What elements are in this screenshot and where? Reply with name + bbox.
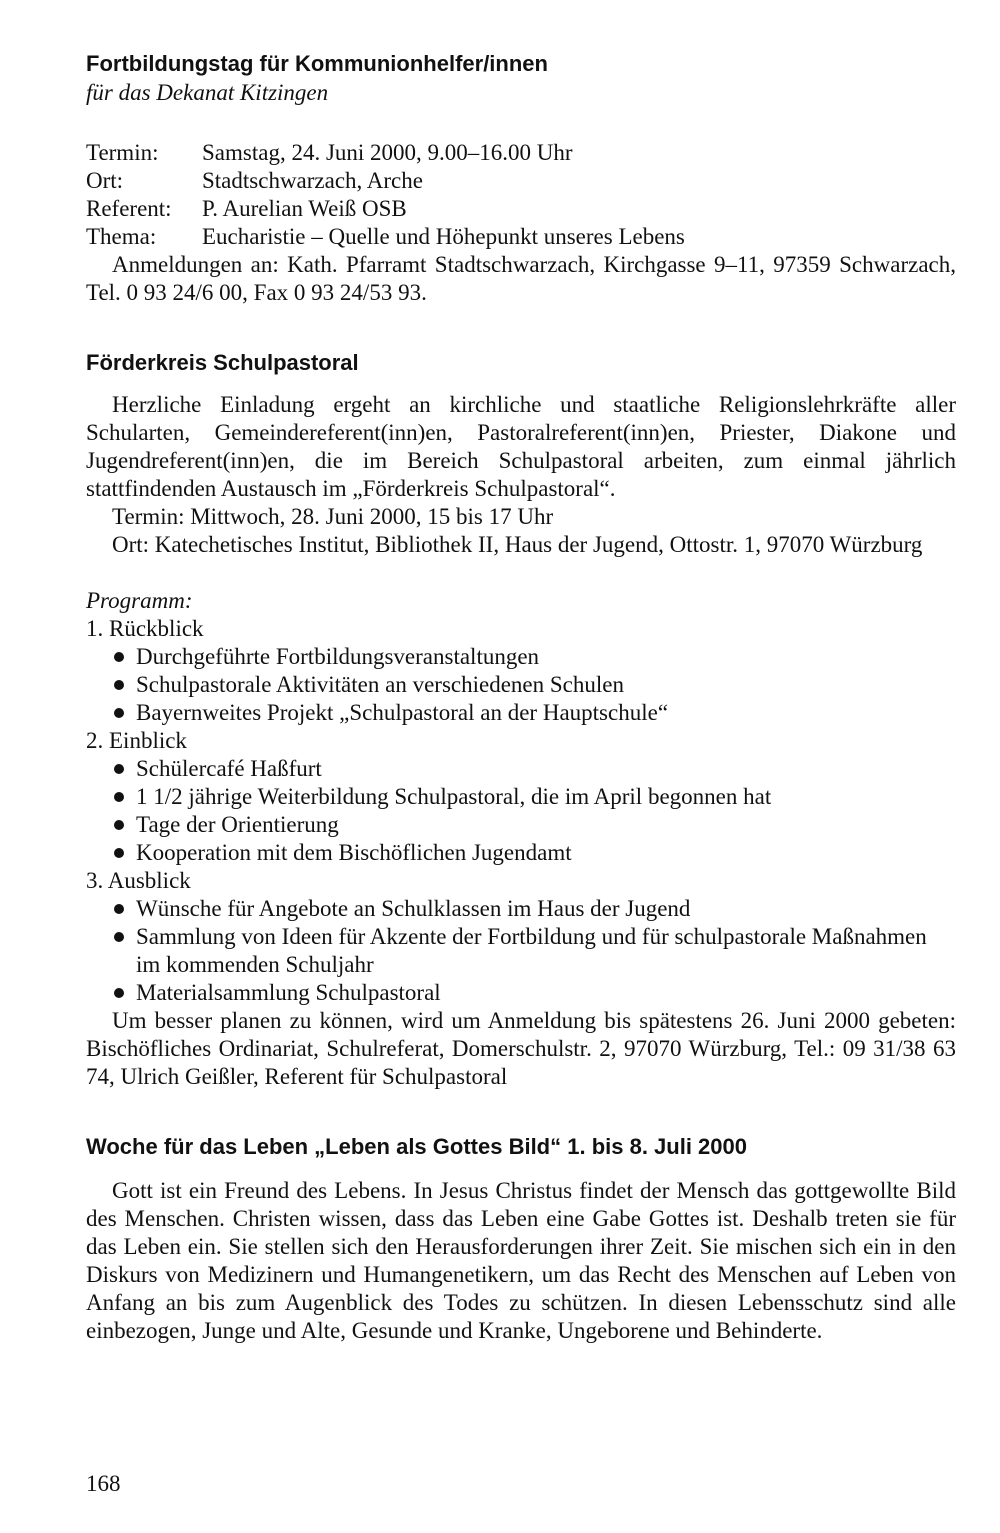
program-label: Programm: [86,588,193,613]
list-item: Schulpastorale Aktivitäten an verschiedenen Schulen [112,671,956,699]
list-item: Bayernweites Projekt „Schulpastoral an der Hauptschule“ [112,699,956,727]
closing-paragraph: Um besser planen zu können, wird um Anmeldung bis spätestens 26. Juni 2000 gebeten: Bischöfliches Ordinariat, Schulreferat, Domerschulstr. 2, 97070 Würzburg, Tel.: 09 31/38 63 74, Ulrich Geißler, Referent für Schulpastoral [86,1008,956,1089]
program-block-einblick [86,727,956,867]
event-details [86,139,956,251]
list-item: Durchgeführte Fortbildungsveranstaltungen [112,643,956,671]
registration-info: Anmeldungen an: Kath. Pfarramt Stadtschwarzach, Kirchgasse 9–11, 97359 Schwarzach, Tel. 0 93 24/6 00, Fax 0 93 24/53 93. [86,252,956,305]
list-item: Materialsammlung Schulpastoral [112,979,956,1007]
section-title: Woche für das Leben „Leben als Gottes Bild“ 1. bis 8. Juli 2000 [86,1134,747,1159]
event-label: Thema: [86,224,157,249]
meeting-location: Ort: Katechetisches Institut, Bibliothek II, Haus der Jugend, Ottostr. 1, 97070 Würzburg [112,532,923,557]
event-label: Termin: [86,140,159,165]
program-heading: 1. Rückblick [86,616,204,641]
invitation-paragraph: Herzliche Einladung ergeht an kirchliche und staatliche Religionslehrkräfte aller Schularten, Gemeindereferent(inn)en, Pastoralreferent(inn)en, Priester, Diakone und Jugendreferent(inn)en, die im Bereich Schulpastoral arbeiten, zum einmal jährlich stattfindenden Austausch im „Förderkreis Schulpastoral“. [86,392,956,501]
section-subtitle: für das Dekanat Kitzingen [86,80,329,105]
list-item: Tage der Orientierung [112,811,956,839]
event-row-referent [86,195,956,223]
event-value: Stadtschwarzach, Arche [202,168,423,193]
program-heading: 3. Ausblick [86,868,191,893]
list-item: Schülercafé Haßfurt [112,755,956,783]
list-item: Sammlung von Ideen für Akzente der Fortbildung und für schulpastorale Maßnahmen im kommenden Schuljahr [112,923,956,979]
event-label: Referent: [86,196,172,221]
list-item: Kooperation mit dem Bischöflichen Jugendamt [112,839,956,867]
bullet-list [86,895,956,1007]
body-paragraph: Gott ist ein Freund des Lebens. In Jesus Christus findet der Mensch das gottgewollte Bild des Menschen. Christen wissen, dass das Leben eine Gabe Gottes ist. Deshalb treten sie für das Leben ein. Sie stellen sich den Herausforderungen ihrer Zeit. Sie mischen sich ein in den Diskurs von Medizinern und Humangenetikern, um das Recht des Menschen auf Leben von Anfang an bis zum Augenblick des Todes zu schützen. In diesen Lebensschutz sind alle einbezogen, Junge und Alte, Gesunde und Kranke, Ungeborene und Behinderte. [86,1178,956,1343]
meeting-date: Termin: Mittwoch, 28. Juni 2000, 15 bis 17 Uhr [112,504,554,529]
event-value: P. Aurelian Weiß OSB [202,196,407,221]
bullet-list [86,643,956,727]
section-title: Förderkreis Schulpastoral [86,350,359,375]
event-row-ort [86,167,956,195]
event-value: Samstag, 24. Juni 2000, 9.00–16.00 Uhr [202,140,573,165]
program-heading: 2. Einblick [86,728,187,753]
page-content [86,50,956,1345]
bullet-list [86,755,956,867]
event-label: Ort: [86,168,124,193]
section-woche-fuer-das-leben [86,1133,956,1345]
section-foerderkreis [86,349,956,1091]
section-title: Fortbildungstag für Kommunionhelfer/innen [86,51,548,76]
event-value: Eucharistie – Quelle und Höhepunkt unseres Lebens [202,224,685,249]
event-row-termin [86,139,956,167]
event-row-thema [86,223,956,251]
program-block-rueckblick [86,615,956,727]
page-number: 168 [86,1471,121,1496]
program-block-ausblick [86,867,956,1007]
list-item: Wünsche für Angebote an Schulklassen im Haus der Jugend [112,895,956,923]
list-item: 1 1/2 jährige Weiterbildung Schulpastoral, die im April begonnen hat [112,783,956,811]
section-kommunionhelfer [86,50,956,307]
